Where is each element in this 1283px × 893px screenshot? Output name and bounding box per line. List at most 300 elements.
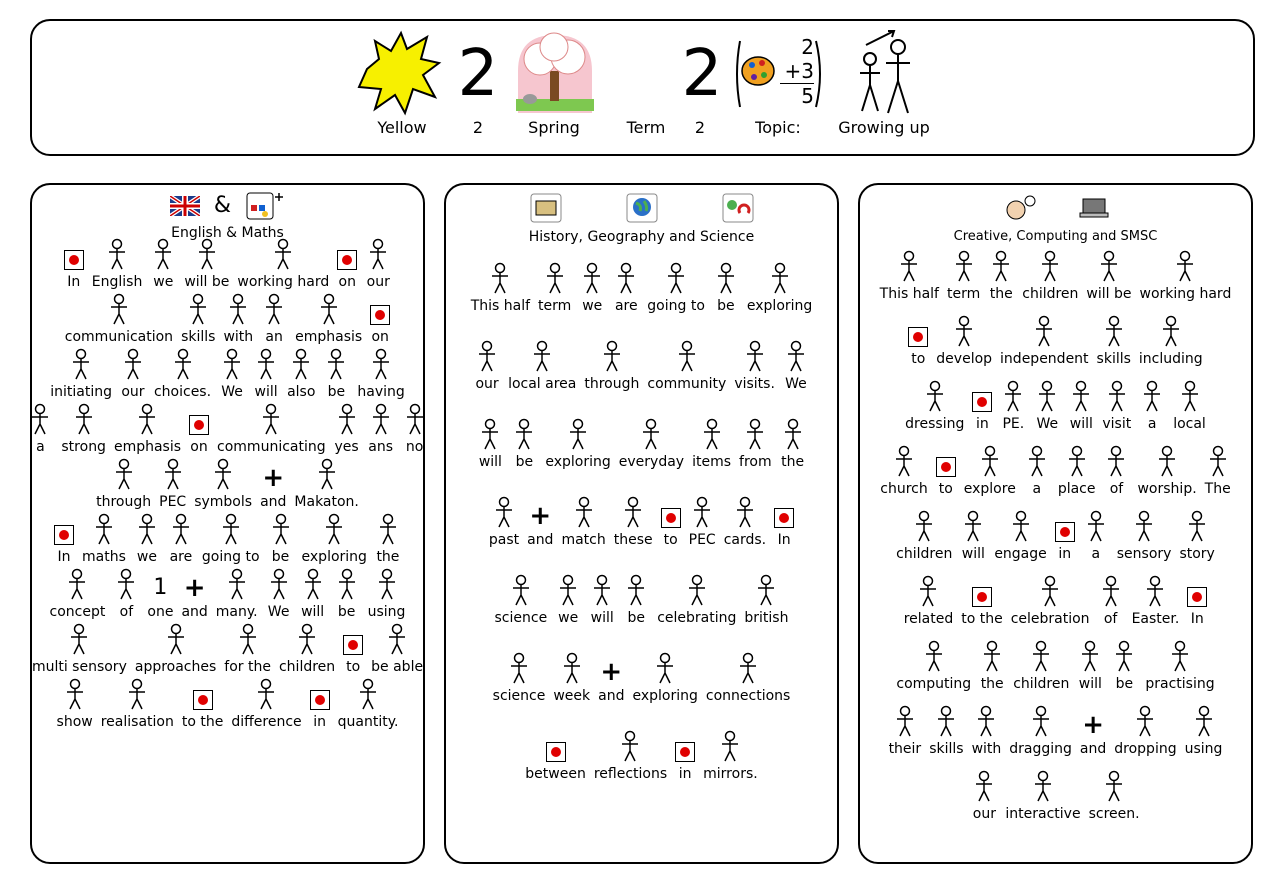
word-label: on	[371, 329, 389, 345]
word-symbol-icon	[368, 348, 394, 380]
symbol-slot	[613, 258, 639, 294]
word-symbol-icon	[915, 575, 941, 607]
maths-icon	[245, 191, 285, 221]
symbol-slot	[663, 258, 689, 294]
word-label: connections	[705, 688, 791, 704]
symbol-slot	[1068, 376, 1094, 412]
word-with-symbol	[901, 376, 968, 433]
word-label: week	[553, 688, 591, 704]
word-label: our	[972, 806, 996, 822]
word-label: be able	[371, 659, 424, 675]
word-with-symbol	[1079, 506, 1113, 563]
symbol-slot	[300, 564, 326, 600]
symbol-slot	[638, 414, 664, 450]
symbol-slot	[225, 289, 251, 325]
symbol-slot	[368, 344, 394, 380]
word-with-symbol	[885, 701, 926, 758]
word-symbol-icon	[323, 348, 349, 380]
word-with-symbol	[1183, 571, 1211, 628]
symbol-slot	[951, 311, 977, 347]
word-label: In	[57, 549, 71, 565]
word-symbol-icon	[1008, 510, 1034, 542]
symbol-slot	[617, 726, 643, 762]
word-symbol-icon	[1098, 575, 1124, 607]
word-label: skills	[181, 329, 216, 345]
word-label: past	[488, 532, 520, 548]
symbol-slot	[1034, 376, 1060, 412]
symbol-slot	[111, 454, 137, 490]
word-with-symbol	[996, 311, 1093, 368]
word-symbol-icon	[314, 458, 340, 490]
word-label: an	[265, 329, 283, 345]
word-with-symbol	[1141, 636, 1218, 693]
place-square-icon	[936, 457, 956, 477]
word-with-symbol	[275, 619, 339, 676]
palette-icon	[734, 39, 780, 109]
symbol-slot	[160, 454, 186, 490]
word-with-symbol	[257, 289, 291, 346]
word-with-symbol	[1082, 246, 1135, 303]
word-with-symbol	[1175, 506, 1218, 563]
word-label: in	[975, 416, 989, 432]
word-with-symbol	[699, 726, 762, 783]
word-with-symbol	[262, 564, 296, 621]
word-with-symbol	[892, 506, 956, 563]
word-label: communication	[64, 329, 174, 345]
word-label: through	[96, 494, 152, 510]
word-symbol-icon	[971, 770, 997, 802]
word-with-symbol	[1135, 376, 1169, 433]
word-with-symbol	[116, 344, 150, 401]
symbol-slot	[120, 344, 146, 380]
symbol-slot	[288, 344, 314, 380]
col2-row	[452, 333, 831, 393]
word-symbol-icon	[224, 568, 250, 600]
symbol-slot	[266, 564, 292, 600]
word-symbol-icon	[266, 568, 292, 600]
symbol-slot	[337, 234, 357, 270]
word-label: and	[598, 688, 625, 704]
symbol-slot	[689, 492, 715, 528]
word-label: no	[405, 439, 424, 455]
label-year: 2	[472, 118, 484, 137]
word-label: dropping	[1114, 741, 1177, 757]
word-symbol-icon	[1103, 445, 1129, 477]
symbol-slot	[189, 399, 209, 435]
word-label: symbols	[194, 494, 253, 510]
word-with-symbol	[485, 492, 523, 549]
word-with-symbol	[1076, 701, 1110, 758]
word-symbol-icon	[617, 730, 643, 762]
symbol-slot	[971, 766, 997, 802]
word-with-symbol	[97, 674, 178, 731]
symbol-slot	[261, 289, 287, 325]
symbol-slot	[124, 674, 150, 710]
word-with-symbol	[398, 399, 432, 456]
word-with-symbol	[1001, 766, 1084, 823]
symbol-slot	[1083, 506, 1109, 542]
word-with-symbol	[489, 648, 550, 705]
word-with-symbol	[932, 311, 996, 368]
word-symbol-icon	[235, 623, 261, 655]
word-symbol-icon	[767, 262, 793, 294]
word-with-symbol	[984, 246, 1018, 303]
uk-flag-icon	[170, 196, 200, 216]
word-symbol-icon	[1184, 510, 1210, 542]
word-with-symbol	[330, 564, 364, 621]
col3-row	[866, 503, 1245, 563]
symbol-slot	[742, 414, 768, 450]
word-with-symbol	[1020, 441, 1054, 498]
symbol-slot	[258, 399, 284, 435]
word-with-symbol	[709, 258, 743, 315]
word-with-symbol	[688, 414, 735, 471]
word-with-symbol	[580, 336, 643, 393]
symbol-slot	[1167, 636, 1193, 672]
symbol-slot	[922, 376, 948, 412]
word-with-symbol	[130, 509, 164, 566]
word-label: will be	[184, 274, 230, 290]
symbol-slot	[150, 234, 176, 270]
word-with-symbol	[685, 492, 720, 549]
word-symbol-icon	[506, 652, 532, 684]
word-with-symbol	[1098, 376, 1135, 433]
word-symbol-icon	[1172, 250, 1198, 282]
word-with-symbol	[57, 399, 110, 456]
word-label: term	[538, 298, 572, 314]
symbol-slot	[134, 399, 160, 435]
word-symbol-icon	[134, 513, 160, 545]
word-symbol-icon	[783, 340, 809, 372]
symbol-slot	[402, 399, 428, 435]
word-symbol-icon	[1028, 640, 1054, 672]
word-label: children	[1022, 286, 1079, 302]
symbol-slot	[1139, 376, 1165, 412]
growing-up-icon	[850, 29, 920, 115]
maths-sum: 2 +3 5	[780, 35, 814, 108]
word-symbol-icon	[477, 418, 503, 450]
word-with-symbol	[109, 564, 143, 621]
symbol-slot	[684, 570, 710, 606]
word-with-symbol	[610, 492, 657, 549]
symbol-slot	[1131, 506, 1157, 542]
word-label: English	[91, 274, 143, 290]
word-label: practising	[1145, 676, 1215, 692]
word-symbol-icon	[1034, 380, 1060, 412]
col3-row	[866, 373, 1245, 433]
word-label: local area	[508, 376, 577, 392]
word-label: emphasis	[113, 439, 182, 455]
word-symbol-icon	[565, 418, 591, 450]
symbol-slot	[753, 570, 779, 606]
word-label: working hard	[1139, 286, 1232, 302]
word-label: many.	[215, 604, 258, 620]
word-label: independent	[1000, 351, 1089, 367]
word-label: visit	[1102, 416, 1132, 432]
col3-row	[866, 243, 1245, 303]
word-symbol-icon	[194, 238, 220, 270]
word-with-symbol	[643, 258, 709, 315]
symbol-slot	[661, 492, 681, 528]
word-with-symbol	[212, 564, 262, 621]
word-label: a	[1091, 546, 1101, 562]
col2-row	[452, 489, 831, 549]
word-symbol-icon	[365, 238, 391, 270]
word-with-symbol	[968, 701, 1006, 758]
symbol-slot	[936, 441, 956, 477]
word-with-symbol	[892, 636, 975, 693]
word-with-symbol	[1073, 636, 1107, 693]
word-symbol-icon	[91, 513, 117, 545]
word-with-symbol	[507, 414, 541, 471]
spring-tree-icon	[510, 31, 600, 113]
word-label: having	[357, 384, 405, 400]
word-label: Makaton.	[294, 494, 359, 510]
word-label: science	[492, 688, 546, 704]
plus-icon: +	[1082, 710, 1104, 740]
word-with-symbol	[619, 570, 653, 627]
symbol-slot	[908, 311, 928, 347]
symbol-slot	[600, 648, 623, 687]
english-maths-panel	[30, 183, 425, 864]
word-with-symbol	[215, 344, 249, 401]
word-label: from	[739, 454, 772, 470]
word-symbol-icon	[511, 418, 537, 450]
word-label: and	[181, 604, 208, 620]
word-label: be	[327, 384, 346, 400]
word-with-symbol	[177, 289, 219, 346]
word-symbol-icon	[368, 403, 394, 435]
word-label: on	[190, 439, 208, 455]
word-with-symbol	[575, 258, 609, 315]
word-symbol-icon	[579, 262, 605, 294]
word-with-symbol	[143, 564, 177, 621]
word-label: PEC	[688, 532, 716, 548]
word-with-symbol	[88, 234, 147, 291]
word-with-symbol	[900, 571, 958, 628]
label-yellow: Yellow	[377, 118, 427, 137]
word-symbol-icon	[663, 262, 689, 294]
symbol-slot	[1098, 571, 1124, 607]
word-label: In	[777, 532, 791, 548]
symbol-slot	[542, 258, 568, 294]
symbol-slot	[1103, 441, 1129, 477]
word-symbol-icon	[1077, 640, 1103, 672]
word-label: The	[1204, 481, 1231, 497]
word-label: realisation	[100, 714, 174, 730]
word-with-symbol	[960, 441, 1020, 498]
word-symbol-icon	[508, 574, 534, 606]
word-with-symbol	[1133, 441, 1200, 498]
word-label: interactive	[1005, 806, 1081, 822]
word-label: quantity.	[337, 714, 399, 730]
word-label: explore	[963, 481, 1016, 497]
word-with-symbol	[1005, 701, 1076, 758]
creative-computing-smsc-panel	[858, 183, 1253, 864]
word-symbol-icon	[1132, 705, 1158, 737]
word-label: the	[376, 549, 400, 565]
symbol-slot	[973, 701, 999, 737]
word-label: to	[938, 481, 953, 497]
symbol-slot	[732, 492, 758, 528]
word-with-symbol	[46, 564, 110, 621]
col3-row	[866, 568, 1245, 628]
word-label: Easter.	[1131, 611, 1180, 627]
word-symbol-icon	[253, 678, 279, 710]
word-with-symbol	[319, 344, 353, 401]
word-label: using	[367, 604, 406, 620]
word-with-symbol	[339, 619, 367, 676]
word-label: This half	[879, 286, 939, 302]
col2-row	[452, 567, 831, 627]
symbol-slot	[219, 344, 245, 380]
word-label: the	[980, 676, 1004, 692]
word-with-symbol	[333, 234, 361, 291]
symbol-slot	[270, 234, 296, 270]
symbol-slot	[565, 414, 591, 450]
symbol-slot	[933, 701, 959, 737]
symbol-slot	[113, 564, 139, 600]
word-with-symbol	[1009, 636, 1073, 693]
col1-row	[31, 616, 424, 676]
word-with-symbol	[190, 454, 256, 511]
word-with-symbol	[23, 399, 57, 456]
word-label: exploring	[746, 298, 813, 314]
word-with-symbol	[1054, 441, 1100, 498]
word-with-symbol	[371, 509, 405, 566]
word-with-symbol	[180, 234, 233, 291]
word-with-symbol	[1051, 506, 1079, 563]
word-with-symbol	[615, 414, 688, 471]
word-label: in	[1058, 546, 1072, 562]
word-with-symbol	[996, 376, 1030, 433]
word-label: we	[153, 274, 174, 290]
symbol-slot	[506, 648, 532, 684]
symbol-slot	[652, 648, 678, 684]
word-with-symbol	[1094, 571, 1128, 628]
word-label: yes	[334, 439, 359, 455]
word-with-symbol	[330, 399, 364, 456]
symbol-slot	[253, 674, 279, 710]
word-label: engage	[994, 546, 1047, 562]
word-symbol-icon	[1000, 380, 1026, 412]
word-with-symbol	[256, 454, 290, 511]
word-symbol-icon	[1142, 575, 1168, 607]
label-topic: Topic:	[755, 118, 801, 137]
word-label: maths	[82, 549, 126, 565]
word-label: place	[1057, 481, 1096, 497]
word-symbol-icon	[334, 568, 360, 600]
word-with-symbol	[491, 570, 552, 627]
word-label: children	[1013, 676, 1070, 692]
word-symbol-icon	[1037, 575, 1063, 607]
word-with-symbol	[770, 492, 798, 549]
place-square-icon	[972, 392, 992, 412]
word-symbol-icon	[1096, 250, 1122, 282]
word-with-symbol	[185, 399, 213, 456]
symbol-slot	[675, 726, 695, 762]
word-with-symbol	[1018, 246, 1082, 303]
symbol-slot	[988, 246, 1014, 282]
word-with-symbol	[735, 414, 776, 471]
symbol-slot	[323, 344, 349, 380]
word-label: In	[1190, 611, 1204, 627]
col1-title-symbols	[32, 191, 423, 221]
word-label: the	[781, 454, 805, 470]
word-label: also	[287, 384, 316, 400]
word-symbol-icon	[64, 568, 90, 600]
word-symbol-icon	[652, 652, 678, 684]
symbol-slot	[1111, 636, 1137, 672]
word-with-symbol	[876, 441, 931, 498]
word-symbol-icon	[62, 678, 88, 710]
word-with-symbol	[541, 414, 614, 471]
col1-row	[38, 451, 417, 511]
symbol-slot	[508, 570, 534, 606]
symbol-slot	[735, 648, 761, 684]
word-symbol-icon	[170, 348, 196, 380]
word-symbol-icon	[1031, 315, 1057, 347]
word-label: of	[119, 604, 134, 620]
plus-icon: +	[262, 463, 285, 493]
header-banner	[30, 19, 1255, 156]
word-symbol-icon	[589, 574, 615, 606]
word-label: of	[1103, 611, 1118, 627]
word-label: to	[663, 532, 678, 548]
word-with-symbol	[220, 619, 275, 676]
place-square-icon	[774, 508, 794, 528]
symbol-slot	[62, 674, 88, 710]
symbol-slot	[589, 570, 615, 606]
symbol-slot	[370, 289, 390, 325]
word-label: going to	[647, 298, 705, 314]
symbol-slot	[979, 636, 1005, 672]
history-icon	[530, 193, 562, 223]
word-symbol-icon	[684, 574, 710, 606]
symbol-slot	[571, 492, 597, 528]
term-number: 2	[681, 37, 723, 111]
word-symbol-icon	[891, 445, 917, 477]
word-with-symbol	[306, 674, 334, 731]
col2-row	[452, 411, 831, 471]
word-symbol-icon	[113, 568, 139, 600]
symbol-slot	[194, 234, 220, 270]
word-with-symbol	[585, 570, 619, 627]
word-label: church	[880, 481, 928, 497]
word-with-symbol	[291, 289, 366, 346]
symbol-slot	[674, 336, 700, 372]
word-symbol-icon	[316, 293, 342, 325]
word-symbol-icon	[225, 293, 251, 325]
symbol-slot	[1000, 376, 1026, 412]
word-label: visits.	[734, 376, 775, 392]
word-symbol-icon	[960, 510, 986, 542]
word-with-symbol	[233, 234, 333, 291]
symbol-slot	[911, 506, 937, 542]
word-symbol-icon	[1068, 380, 1094, 412]
plus-icon: +	[600, 657, 623, 687]
word-label: ans	[368, 439, 393, 455]
word-symbol-icon	[68, 348, 94, 380]
symbol-slot	[316, 289, 342, 325]
symbol-slot	[620, 492, 646, 528]
word-with-symbol	[776, 414, 810, 471]
word-label: multi sensory	[31, 659, 127, 675]
word-with-symbol	[249, 344, 283, 401]
word-label: our	[366, 274, 390, 290]
word-with-symbol	[1201, 441, 1235, 498]
symbol-slot	[477, 414, 503, 450]
